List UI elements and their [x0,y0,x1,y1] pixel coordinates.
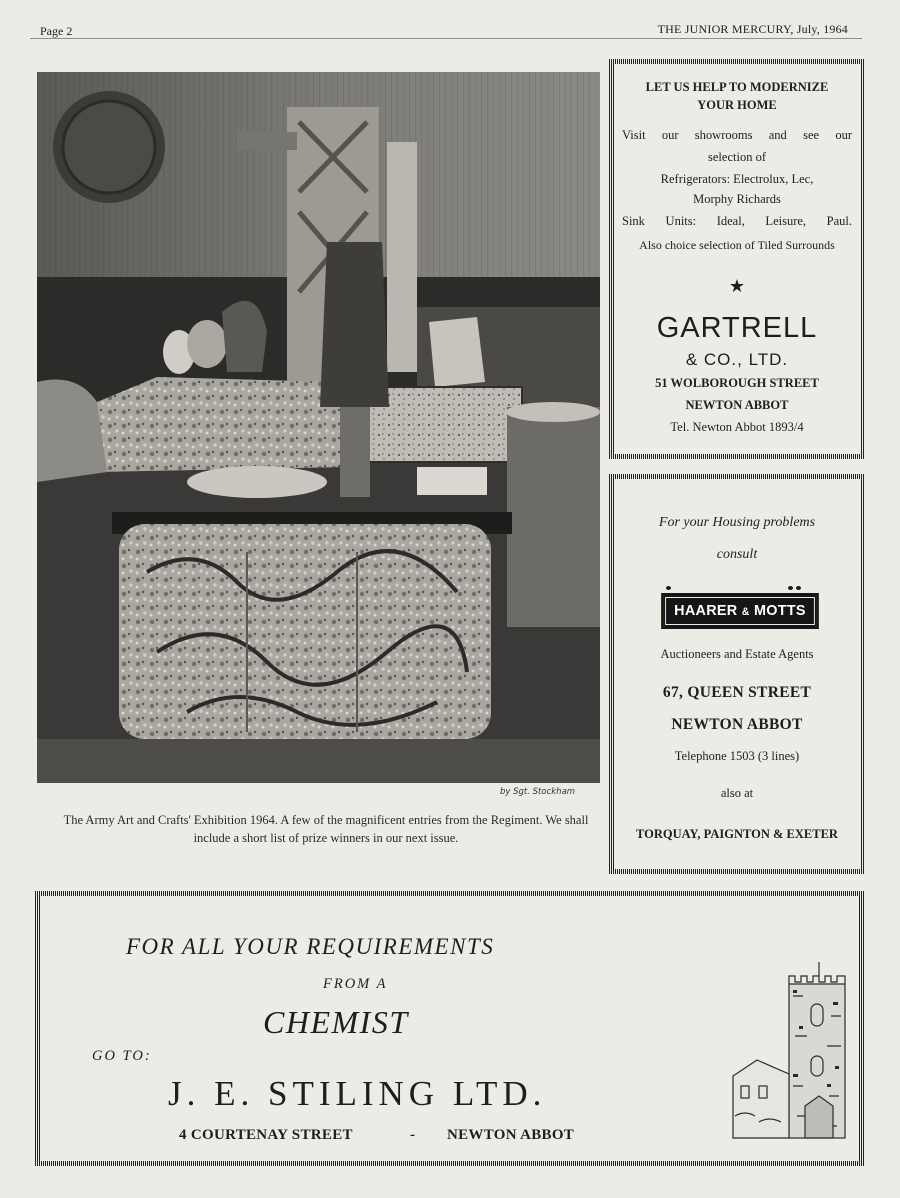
gartrell-fridges-1: Refrigerators: Electrolux, Lec, [660,172,814,186]
star-icon: ★ [728,276,746,296]
haarer-motts-advert [609,474,865,874]
stiling-line-4: GO TO: [92,1048,152,1064]
haarer-also: also at [720,786,754,800]
gartrell-name: GARTRELL [656,312,818,344]
gartrell-company: & CO., LTD. [685,350,789,369]
haarer-branches: TORQUAY, PAIGNTON & EXETER [636,827,838,841]
gartrell-street: 51 WOLBOROUGH STREET [655,376,819,390]
stiling-line-2: FROM A [323,976,388,992]
haarer-trade: Auctioneers and Estate Agents [660,647,814,661]
gartrell-tiles: Also choice selection of Tiled Surrounds [639,238,835,252]
gartrell-advert [609,59,865,459]
header-rule [30,38,862,39]
haarer-telephone: Telephone 1503 (3 lines) [674,749,800,763]
masthead: THE JUNIOR MERCURY, July, 1964 [657,22,848,36]
stiling-line-3: CHEMIST [263,1004,409,1040]
stiling-advert [35,891,864,1166]
gartrell-headline-2: YOUR HOME [697,98,777,112]
haarer-motts-logo-text [661,593,818,629]
gartrell-tel: Tel. Newton Abbot 1893/4 [670,420,804,434]
page-number: Page 2 [40,24,73,38]
stiling-street: 4 COURTENAY STREET [179,1127,353,1143]
logo-part-1: HAARER [674,602,738,619]
gartrell-fridges-2: Morphy Richards [693,192,781,206]
gartrell-visit-2: selection of [708,150,766,164]
haarer-motts-logo [654,585,830,633]
stiling-name: J. E. STILING LTD. [168,1074,547,1113]
photo-credit: by Sgt. Stockham [500,787,576,797]
gartrell-town: NEWTON ABBOT [685,398,789,412]
logo-dot-icon [796,586,801,590]
gartrell-headline-1: LET US HELP TO MODERNIZE [645,80,829,94]
logo-part-2: MOTTS [753,602,806,619]
logo-ampersand: & [741,606,750,618]
haarer-town: NEWTON ABBOT [671,716,803,733]
logo-dot-icon [788,586,793,590]
stiling-town: NEWTON ABBOT [447,1127,575,1143]
photo-caption: The Army Art and Crafts' Exhibition 1964. A few of the magnificent entries from the Regiment. We shall include a short list of prize winners in our next issue. [63,813,589,845]
gartrell-visit-1: Visit our showrooms and see our [622,128,852,142]
haarer-line-1: For your Housing problems [658,515,816,530]
haarer-line-2: consult [716,547,758,562]
haarer-street: 67, QUEEN STREET [662,684,812,701]
church-tower-icon [723,956,853,1146]
logo-dot-icon [666,586,671,590]
stiling-line-1: FOR ALL YOUR REQUIREMENTS [126,934,495,959]
gartrell-sinks: Sink Units: Ideal, Leisure, Paul. [622,214,852,228]
exhibition-photo [37,72,600,783]
stiling-separator: - [410,1127,415,1143]
